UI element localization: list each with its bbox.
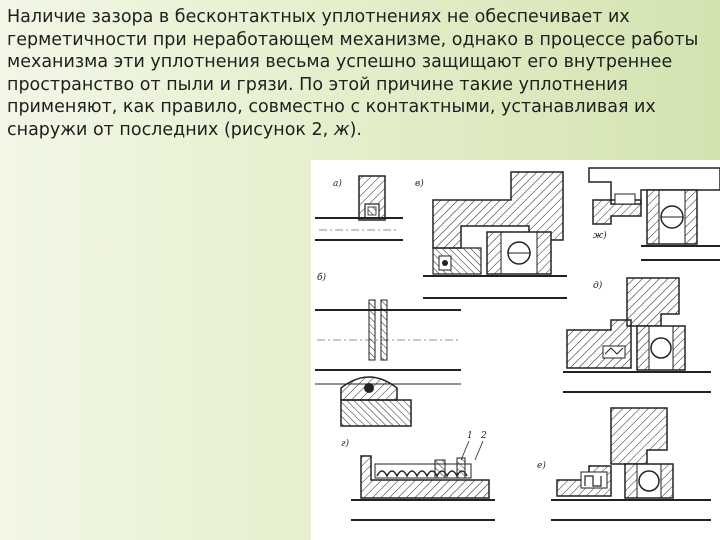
diagram-g [341,431,495,520]
paragraph-line-1: Наличие зазора в бесконтактных уплотнениях не обеспечивает их [7,7,630,27]
paragraph-line-3: механизма эти уплотнения весьма успешно защищают его внутреннее [7,52,673,72]
seals-drawing [311,160,720,540]
body-paragraph [7,6,707,141]
paragraph-line-4: пространство от пыли и грязи. По этой причине такие уплотнения [7,74,629,95]
diagram-a [315,176,403,240]
label-v: в) [415,179,424,189]
label-b: б) [317,273,327,283]
diagram-zh [589,168,720,260]
seals-figure [311,160,720,540]
label-num2: 2 [481,431,487,441]
label-a: а) [333,179,342,189]
paragraph-line-6 [7,119,707,142]
label-d: д) [593,281,603,291]
paragraph-line-6-text: снаружи от последних (рисунок 2, [7,119,334,140]
paragraph-line-2: герметичности при неработающем механизме, однако в процессе работы [7,29,699,50]
label-e: е) [537,461,546,471]
diagram-v [415,172,567,298]
paragraph-line-5: применяют, как правило, совместно с контактными, устанавливая их [7,97,656,117]
label-g: г) [341,439,350,449]
paragraph-end: ). [349,119,362,140]
label-num1: 1 [467,431,473,441]
diagram-e [537,408,711,520]
diagram-d [563,278,711,392]
label-zh: ж) [593,231,607,241]
diagram-b [315,272,461,426]
figure-ref-italic: ж [333,119,350,140]
